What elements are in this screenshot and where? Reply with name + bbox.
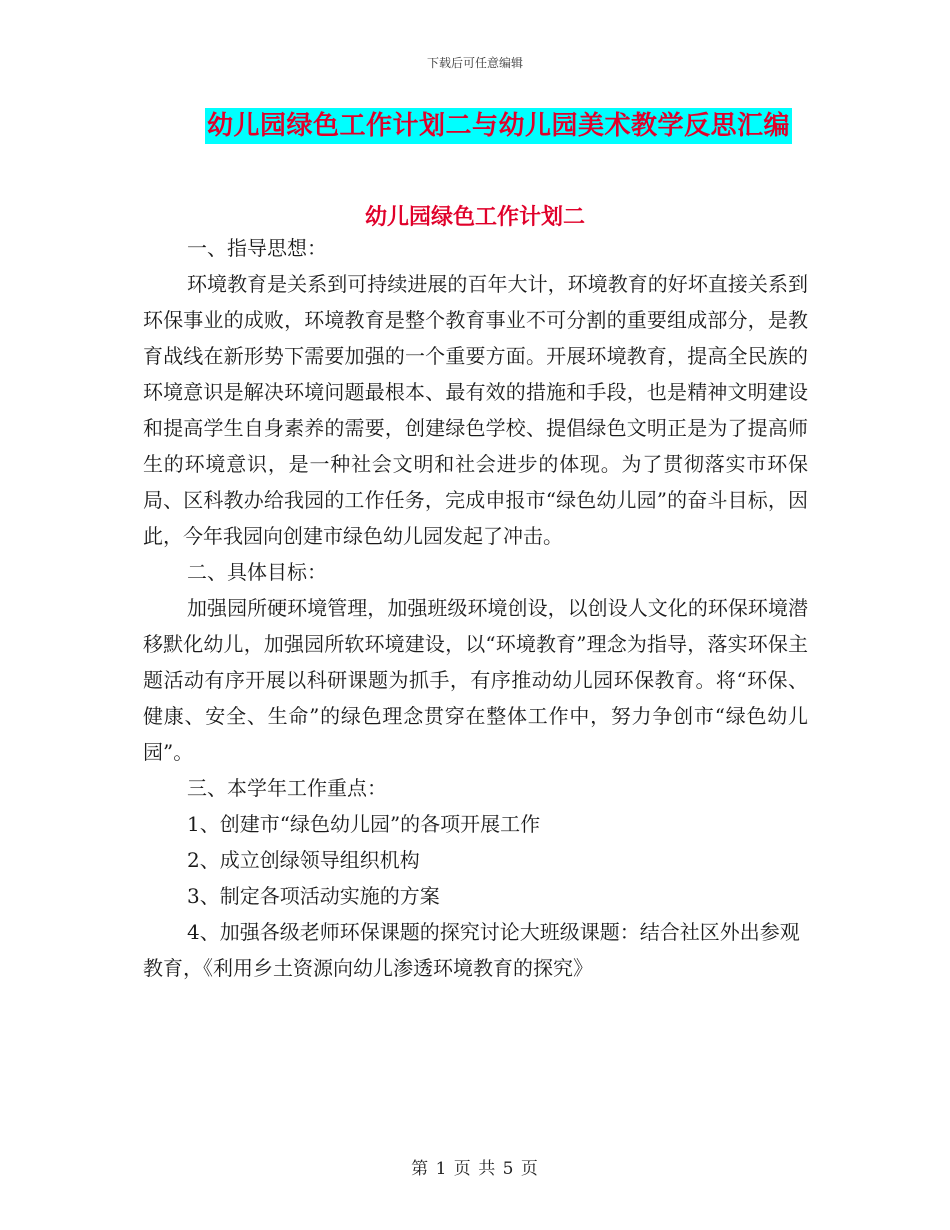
paragraph-specific-goals: 加强园所硬环境管理，加强班级环境创设，以创设人文化的环保环境潜移默化幼儿，加强园所软环境建设，以“环境教育”理念为指导，落实环保主题活动有序开展以科研课题为抓手，有序推动幼儿园环保教育。将“环保、健康、安全、生命”的绿色理念贯穿在整体工作中，努力争创市“绿色幼儿园”。 <box>143 596 808 764</box>
document-body <box>143 230 808 986</box>
page-number-footer: 第 1 页 共 5 页 <box>411 1159 539 1179</box>
list-item: 4、加强各级老师环保课题的探究讨论大班级课题：结合社区外出参观教育，《利用乡土资源向幼儿渗透环境教育的探究》 <box>143 920 800 980</box>
document-title: 幼儿园绿色工作计划二与幼儿园美术教学反思汇编 <box>205 108 792 144</box>
heading-guiding-ideology: 一、指导思想： <box>187 236 327 260</box>
heading-work-focus: 三、本学年工作重点： <box>187 776 387 800</box>
list-item: 3、制定各项活动实施的方案 <box>187 884 440 908</box>
section-title: 幼儿园绿色工作计划二 <box>364 204 585 230</box>
paragraph-guiding-ideology: 环境教育是关系到可持续进展的百年大计，环境教育的好坏直接关系到环保事业的成败，环境教育是整个教育事业不可分割的重要组成部分，是教育战线在新形势下需要加强的一个重要方面。开展环境教育，提高全民族的环境意识是解决环境问题最根本、最有效的措施和手段，也是精神文明建设和提高学生自身素养的需要，创建绿色学校、提倡绿色文明正是为了提高师生的环境意识，是一种社会文明和社会进步的体现。为了贯彻落实市环保局、区科教办给我园的工作任务，完成申报市“绿色幼儿园”的奋斗目标，因此，今年我园向创建市绿色幼儿园发起了冲击。 <box>143 272 808 548</box>
list-item: 2、成立创绿领导组织机构 <box>187 848 420 872</box>
list-item: 1、创建市“绿色幼儿园”的各项开展工作 <box>187 812 541 836</box>
page-header-note: 下载后可任意编辑 <box>426 56 523 70</box>
heading-specific-goals: 二、具体目标： <box>187 560 327 584</box>
